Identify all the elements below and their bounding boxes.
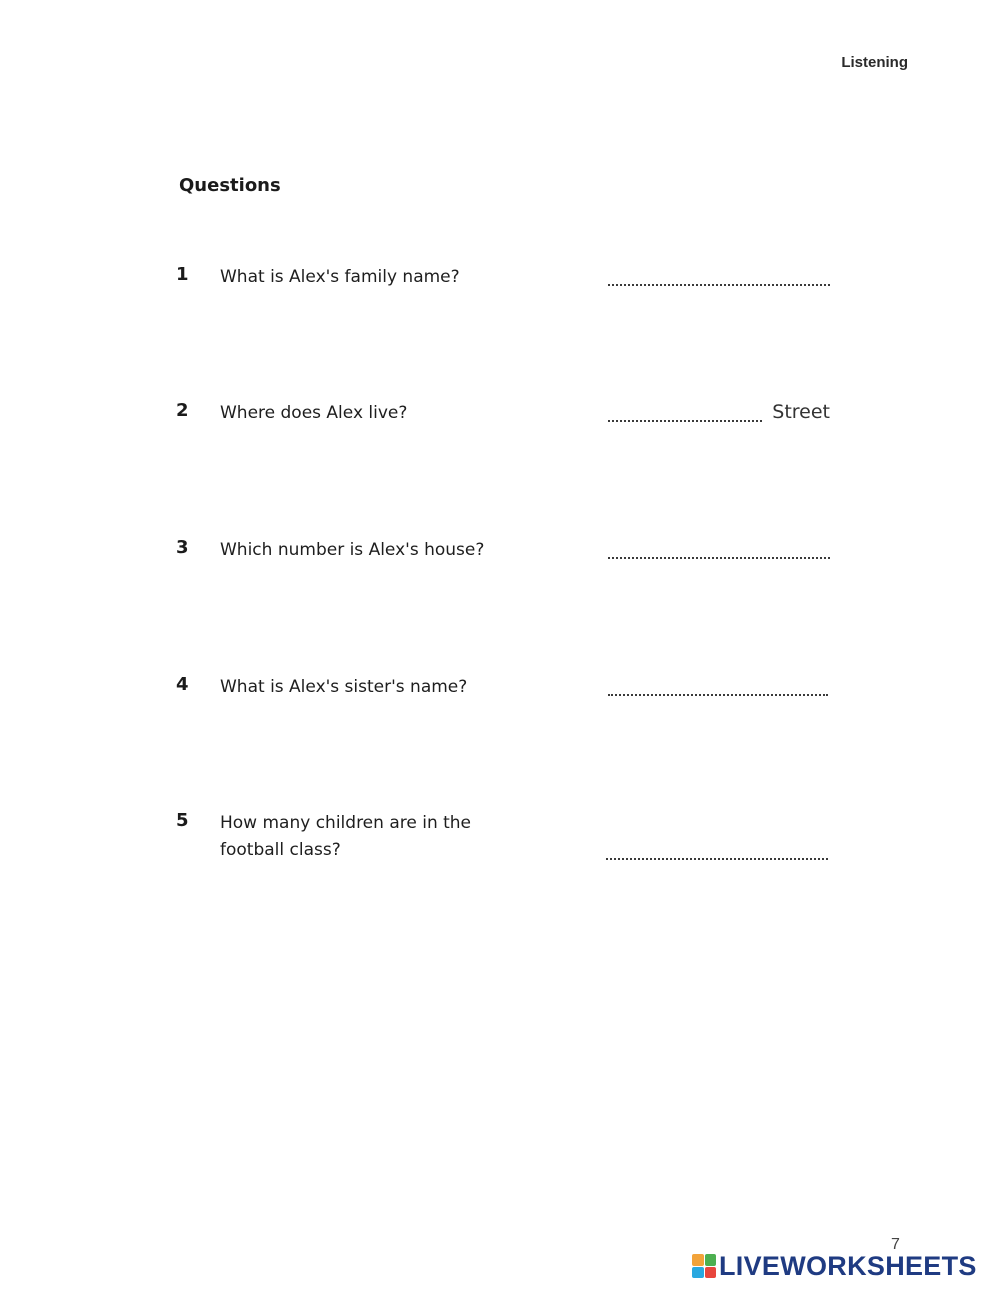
answer-dotted-line	[606, 858, 828, 860]
question-text: How many children are in the football class?	[220, 813, 472, 860]
logo-square-icon	[692, 1254, 704, 1266]
question-number: 3	[176, 537, 189, 558]
answer-field-2[interactable]	[608, 400, 830, 422]
answer-field-1[interactable]	[608, 264, 830, 286]
section-label: Listening	[841, 54, 908, 71]
question-3	[0, 537, 1000, 617]
logo-square-icon	[692, 1267, 704, 1279]
question-number: 4	[176, 674, 189, 695]
question-number: 1	[176, 264, 189, 285]
answer-field-5[interactable]	[606, 838, 828, 860]
logo-square-icon	[705, 1254, 717, 1266]
page-number: 7	[891, 1236, 900, 1253]
answer-dotted-line	[608, 420, 762, 422]
answer-field-4[interactable]	[608, 674, 830, 696]
answer-dotted-line	[608, 694, 828, 696]
liveworksheets-logo-icon	[692, 1254, 716, 1278]
question-number: 5	[176, 810, 189, 831]
question-text: What is Alex's family name?	[220, 267, 460, 287]
watermark-text: LIVEWORKSHEETS	[719, 1251, 977, 1281]
question-5	[0, 810, 1000, 890]
question-4	[0, 674, 1000, 754]
logo-square-icon	[705, 1267, 717, 1279]
liveworksheets-watermark[interactable]	[692, 1252, 977, 1280]
question-text: Which number is Alex's house?	[220, 540, 485, 560]
question-text: What is Alex's sister's name?	[220, 677, 468, 697]
page-title: Questions	[179, 175, 281, 196]
answer-field-3[interactable]	[608, 537, 830, 559]
question-1	[0, 264, 1000, 344]
answer-suffix: Street	[772, 401, 830, 423]
question-2	[0, 400, 1000, 480]
question-text: Where does Alex live?	[220, 403, 408, 423]
question-number: 2	[176, 400, 189, 421]
answer-dotted-line	[608, 284, 830, 286]
answer-dotted-line	[608, 557, 830, 559]
